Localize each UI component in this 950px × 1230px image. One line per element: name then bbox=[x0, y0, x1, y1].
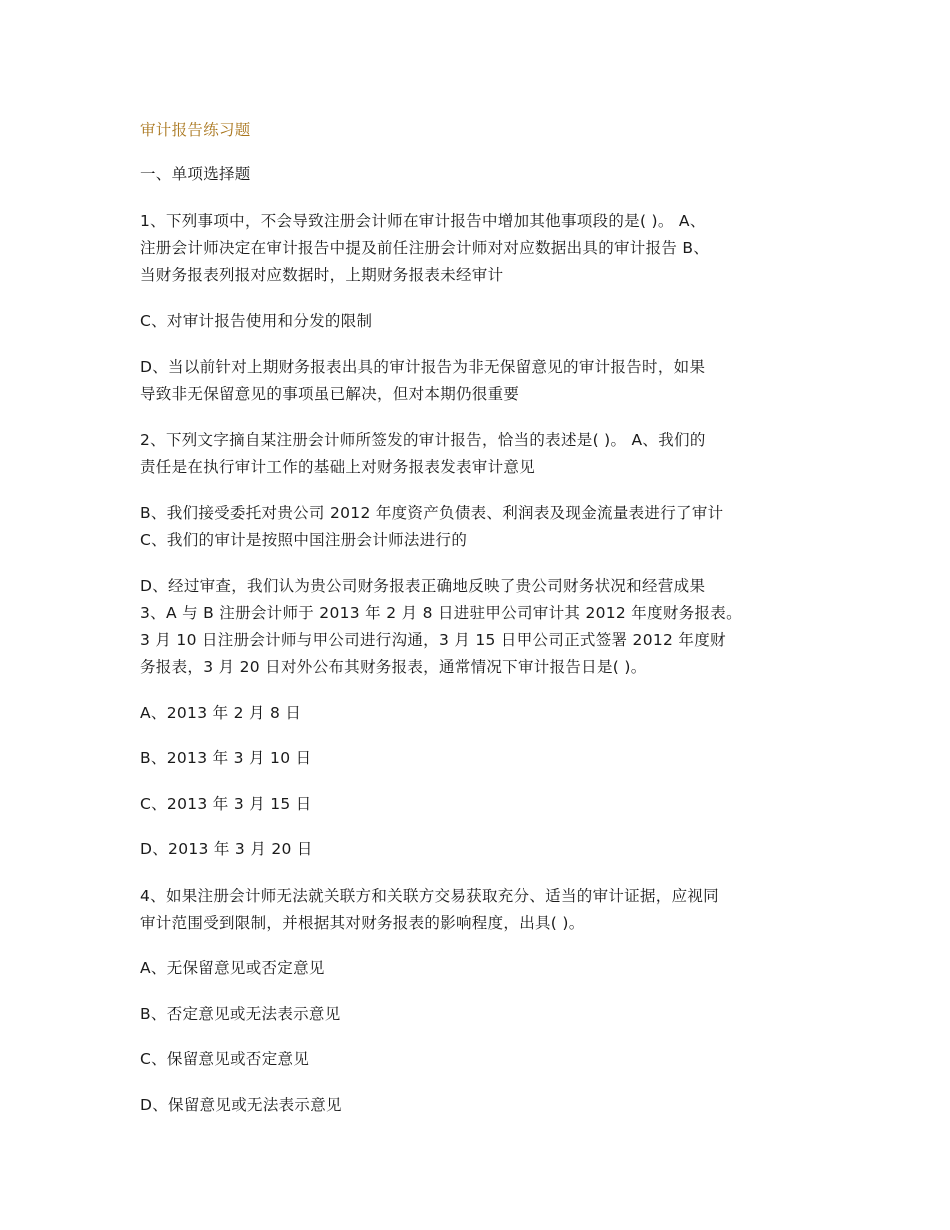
q4-option-b: B、否定意见或无法表示意见 bbox=[140, 1005, 341, 1023]
q3-stem-line-3: 务报表，3 月 20 日对外公布其财务报表，通常情况下审计报告日是( )。 bbox=[140, 658, 647, 676]
q3-stem-line-2: 3 月 10 日注册会计师与甲公司进行沟通，3 月 15 日甲公司正式签署 2012 年度财 bbox=[140, 631, 726, 649]
q1-stem-line-3: 当财务报表列报对应数据时，上期财务报表未经审计 bbox=[140, 266, 504, 284]
doc-title: 审计报告练习题 bbox=[140, 121, 251, 139]
q4-option-c: C、保留意见或否定意见 bbox=[140, 1050, 310, 1068]
q3-option-c: C、2013 年 3 月 15 日 bbox=[140, 795, 312, 813]
q3-option-a: A、2013 年 2 月 8 日 bbox=[140, 704, 302, 722]
q4-stem-line-2: 审计范围受到限制，并根据其对财务报表的影响程度，出具( )。 bbox=[140, 914, 585, 932]
q1-option-c: C、对审计报告使用和分发的限制 bbox=[140, 312, 373, 330]
q4-stem-line-1: 4、如果注册会计师无法就关联方和关联方交易获取充分、适当的审计证据，应视同 bbox=[140, 887, 719, 905]
q1-option-d-line-2: 导致非无保留意见的事项虽已解决，但对本期仍很重要 bbox=[140, 385, 520, 403]
q3-option-b: B、2013 年 3 月 10 日 bbox=[140, 749, 312, 767]
section-heading: 一、单项选择题 bbox=[140, 165, 251, 183]
q2-stem-line-2: 责任是在执行审计工作的基础上对财务报表发表审计意见 bbox=[140, 458, 536, 476]
q4-option-d: D、保留意见或无法表示意见 bbox=[140, 1096, 342, 1114]
q2-option-b: B、我们接受委托对贵公司 2012 年度资产负债表、利润表及现金流量表进行了审计 bbox=[140, 504, 724, 522]
q3-option-d: D、2013 年 3 月 20 日 bbox=[140, 840, 313, 858]
q4-option-a: A、无保留意见或否定意见 bbox=[140, 959, 325, 977]
q1-stem-line-2: 注册会计师决定在审计报告中提及前任注册会计师对对应数据出具的审计报告 B、 bbox=[140, 239, 710, 257]
q2-stem-line-1: 2、下列文字摘自某注册会计师所签发的审计报告，恰当的表述是( )。 A、我们的 bbox=[140, 431, 706, 449]
q1-option-d-line-1: D、当以前针对上期财务报表出具的审计报告为非无保留意见的审计报告时，如果 bbox=[140, 358, 706, 376]
q2-option-c: C、我们的审计是按照中国注册会计师法进行的 bbox=[140, 531, 468, 549]
q2-option-d: D、经过审查，我们认为贵公司财务报表正确地反映了贵公司财务状况和经营成果 bbox=[140, 577, 706, 595]
q1-stem-line-1: 1、下列事项中，不会导致注册会计师在审计报告中增加其他事项段的是( )。 A、 bbox=[140, 212, 706, 230]
q3-stem-line-1: 3、A 与 B 注册会计师于 2013 年 2 月 8 日进驻甲公司审计其 2012 年度财务报表。 bbox=[140, 604, 742, 622]
